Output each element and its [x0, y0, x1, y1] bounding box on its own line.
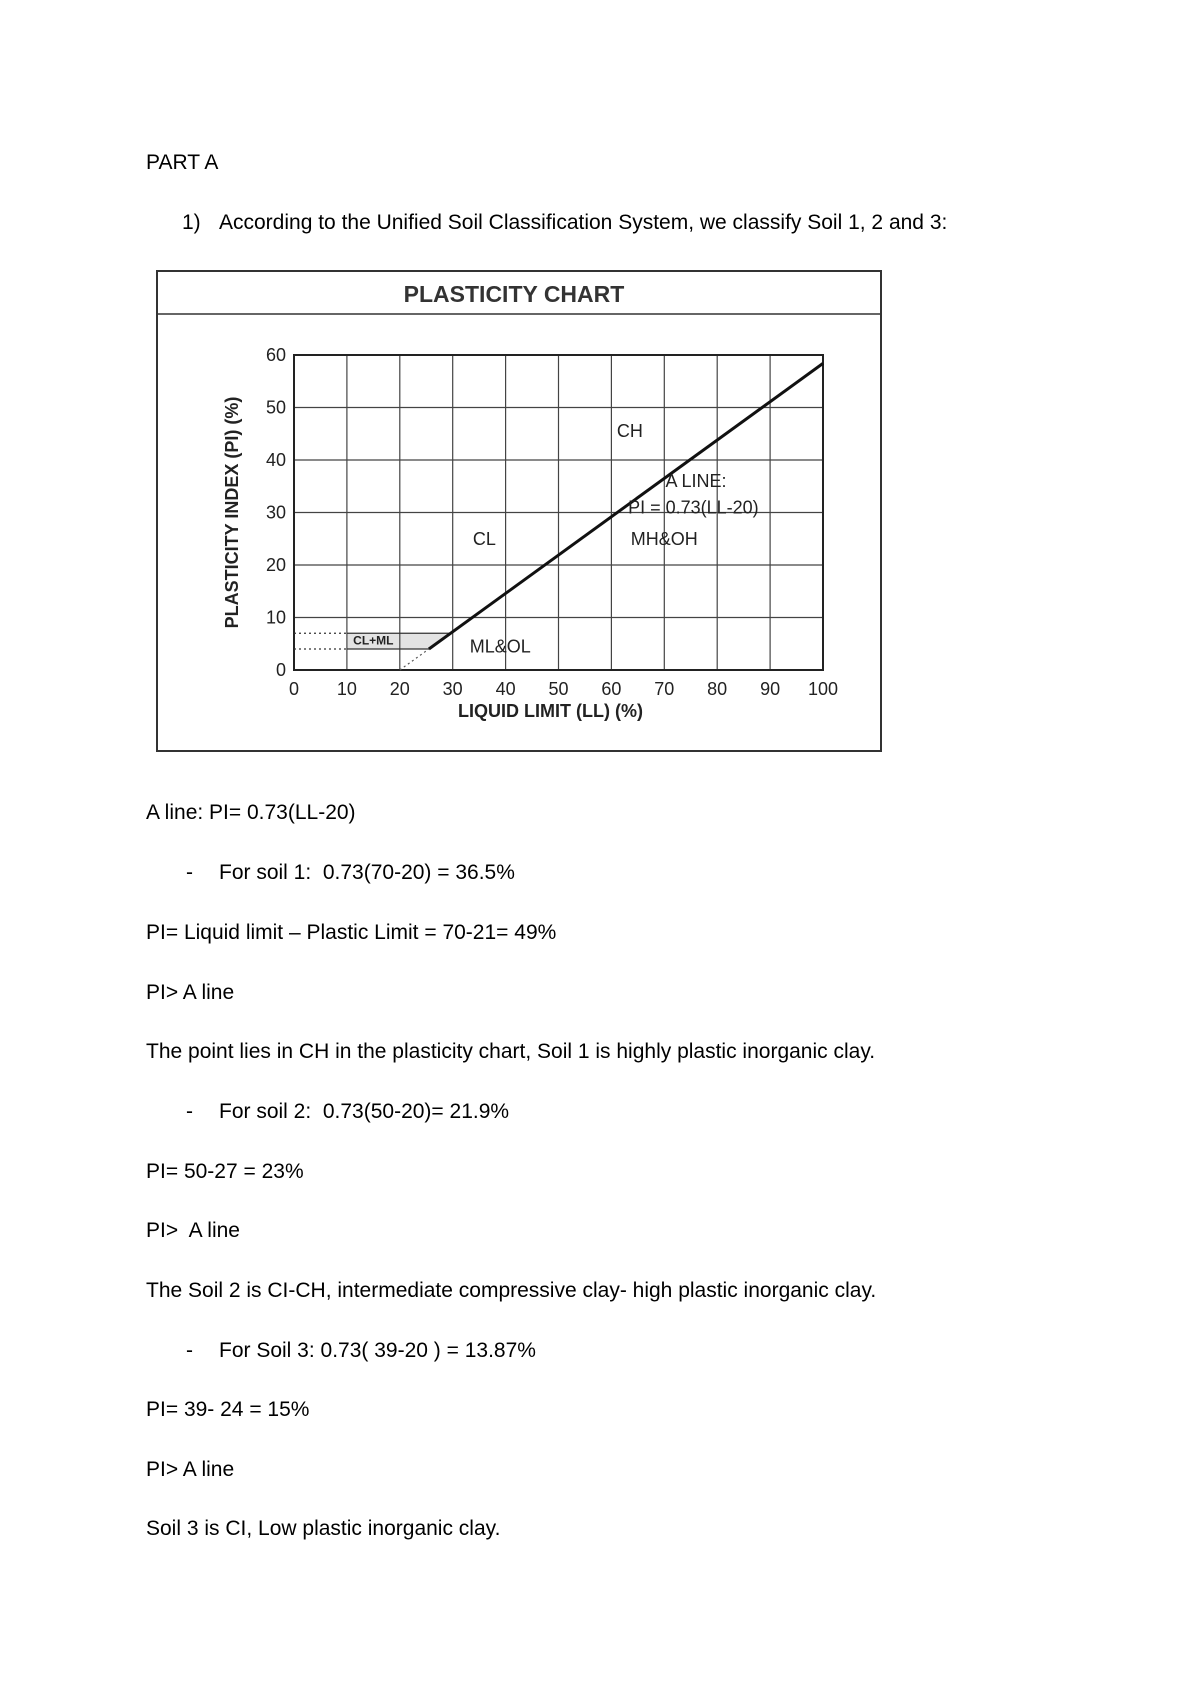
a-line-series: [429, 363, 823, 649]
x-tick-label: 70: [654, 679, 675, 699]
y-axis-label: PLASTICITY INDEX (PI) (%): [222, 396, 242, 629]
y-tick-label: 40: [265, 450, 286, 470]
a-line-extension: [400, 649, 429, 670]
soil1-pi: PI= Liquid limit – Plastic Limit = 70-21= 49%: [146, 921, 557, 944]
soil3-conclusion: Soil 3 is CI, Low plastic inorganic clay.: [146, 1517, 501, 1540]
x-tick-label: 30: [442, 679, 463, 699]
soil3-bullet: -: [186, 1339, 193, 1362]
chart-annotation: A LINE:: [665, 471, 727, 491]
x-axis-label: LIQUID LIMIT (LL) (%): [458, 701, 643, 721]
soil2-bullet: -: [186, 1100, 193, 1123]
chart-annotation: ML&OL: [469, 636, 531, 657]
soil1-compare: PI> A line: [146, 981, 235, 1004]
soil3-calc: For Soil 3: 0.73( 39-20 ) = 13.87%: [219, 1339, 536, 1362]
soil1-bullet: -: [186, 861, 193, 884]
x-tick-label: 60: [601, 679, 622, 699]
chart-annotation: MH&OH: [630, 528, 698, 549]
x-tick-label: 50: [548, 679, 569, 699]
chart-title: PLASTICITY CHART: [403, 281, 625, 307]
x-tick-label: 90: [760, 679, 781, 699]
soil1-calc: For soil 1: 0.73(70-20) = 36.5%: [219, 861, 515, 884]
x-tick-label: 20: [389, 679, 410, 699]
chart-annotation: CL: [472, 528, 496, 549]
soil3-compare: PI> A line: [146, 1458, 235, 1481]
x-tick-label: 40: [495, 679, 516, 699]
question-number: 1): [182, 211, 201, 234]
y-tick-label: 60: [265, 345, 286, 365]
x-tick-label: 80: [707, 679, 728, 699]
chart-annotation: CL+ML: [353, 633, 394, 648]
x-tick-label: 100: [807, 679, 839, 699]
plasticity-chart: [156, 270, 882, 752]
y-tick-label: 20: [265, 555, 286, 575]
soil3-pi: PI= 39- 24 = 15%: [146, 1398, 310, 1421]
soil1-conclusion: The point lies in CH in the plasticity chart, Soil 1 is highly plastic inorganic clay.: [146, 1040, 876, 1063]
soil2-conclusion: The Soil 2 is CI-CH, intermediate compressive clay- high plastic inorganic clay.: [146, 1279, 877, 1302]
soil2-pi: PI= 50-27 = 23%: [146, 1160, 304, 1183]
y-tick-label: 30: [265, 502, 286, 523]
y-tick-label: 10: [265, 607, 286, 628]
y-tick-label: 50: [265, 397, 286, 418]
x-tick-label: 0: [288, 679, 300, 699]
y-tick-label: 0: [275, 660, 286, 680]
a-line-formula: A line: PI= 0.73(LL-20): [146, 801, 356, 824]
heading-part-a: PART A: [146, 151, 219, 174]
soil2-calc: For soil 2: 0.73(50-20)= 21.9%: [219, 1100, 510, 1123]
soil2-compare: PI> A line: [146, 1219, 240, 1242]
x-tick-label: 10: [336, 679, 357, 699]
chart-annotation: CH: [616, 421, 643, 442]
chart-annotation: PI = 0.73(LL-20): [628, 497, 759, 518]
question-text: According to the Unified Soil Classification System, we classify Soil 1, 2 and 3:: [219, 211, 948, 234]
